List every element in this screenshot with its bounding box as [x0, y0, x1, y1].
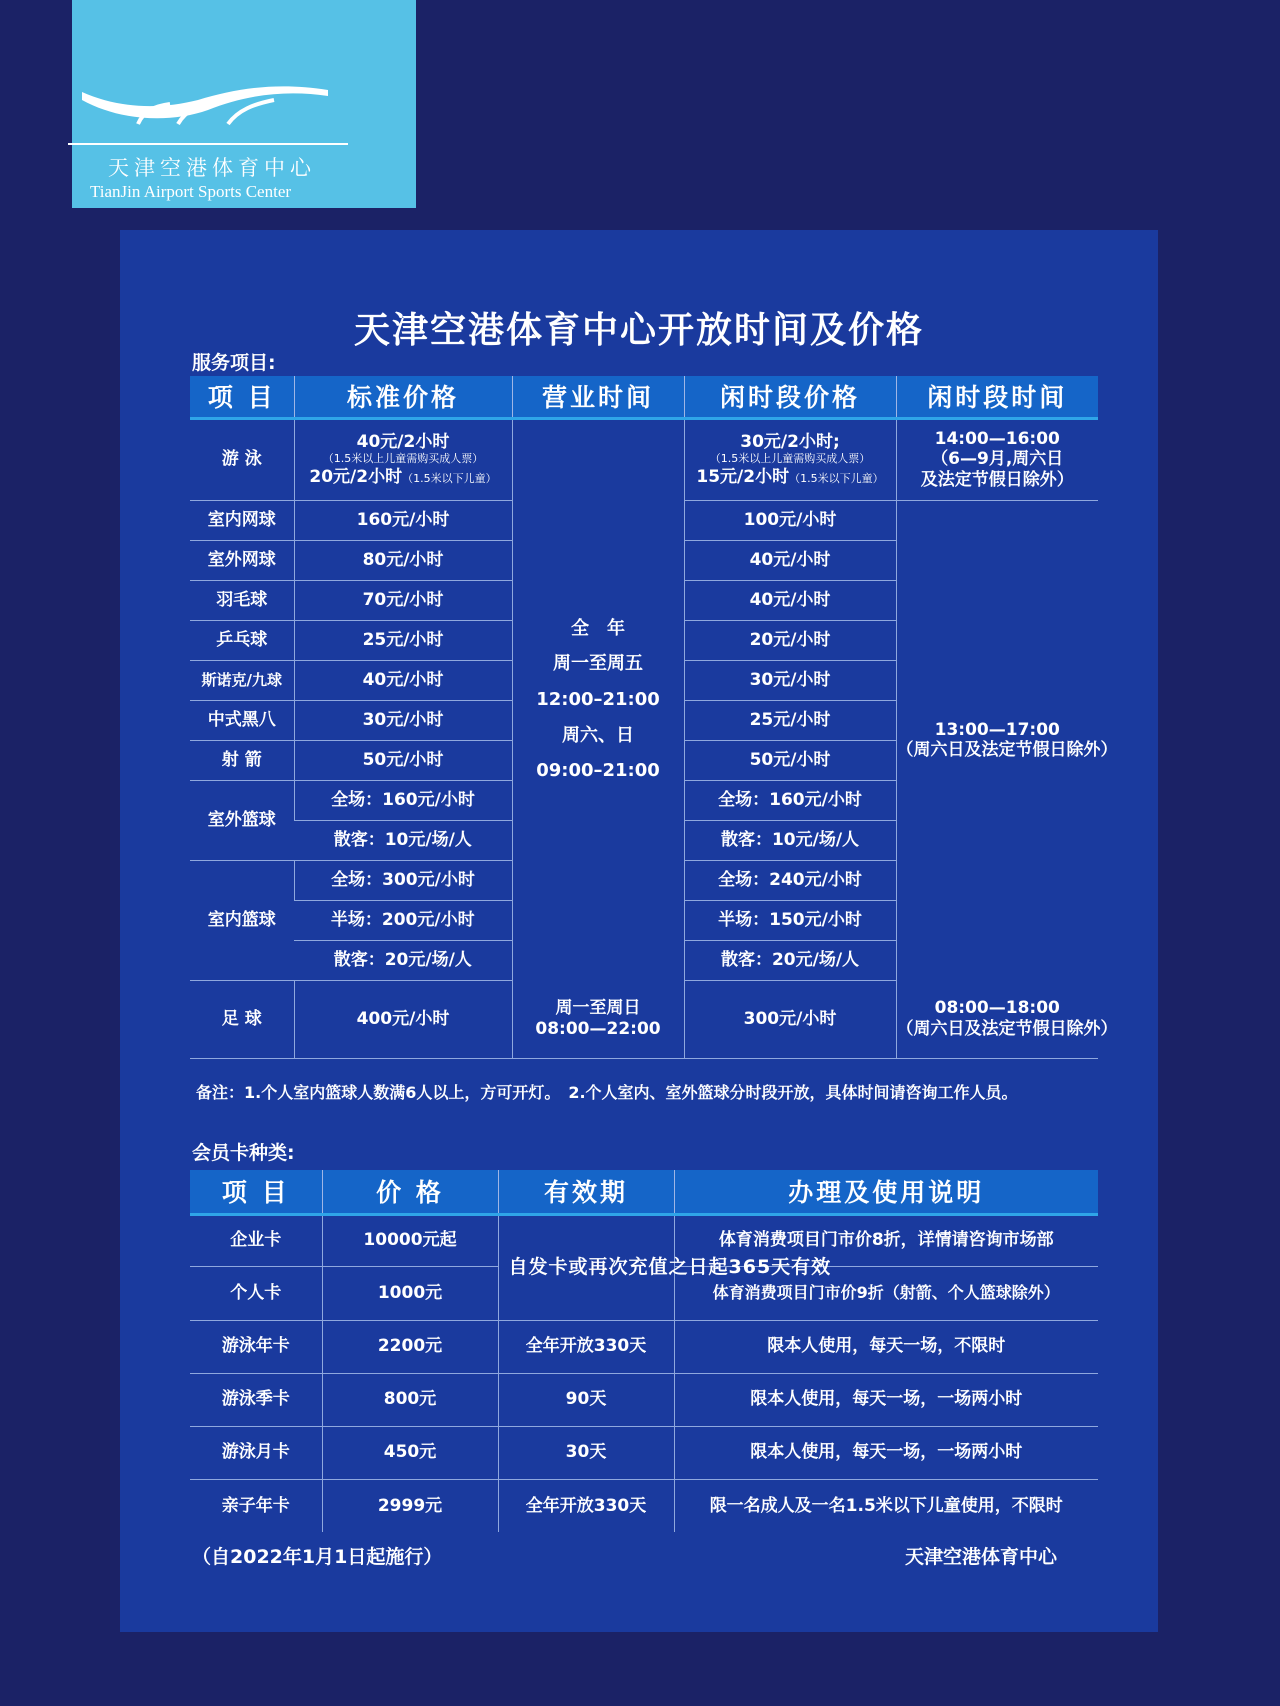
card-validity: 90天	[498, 1373, 674, 1426]
service-offpeak-price: 300元/小时	[684, 980, 896, 1058]
card-price: 800元	[322, 1373, 498, 1426]
service-offpeak-price: 半场：150元/小时	[684, 900, 896, 940]
swim-std-line2: 20元/2小时	[309, 466, 403, 487]
card-name: 游泳年卡	[190, 1320, 322, 1373]
service-std-price: 160元/小时	[294, 500, 512, 540]
header-offpeak-price: 闲时段价格	[684, 376, 896, 418]
service-offpeak-price: 散客：20元/场/人	[684, 940, 896, 980]
service-offpeak-price: 25元/小时	[684, 700, 896, 740]
table-row	[190, 1320, 1098, 1373]
services-note: 备注：1.个人室内篮球人数满6人以上，方可开灯。 2.个人室内、室外篮球分时段开放，具体时间请咨询工作人员。	[196, 1083, 1018, 1102]
stadium-logo-icon	[78, 80, 348, 150]
table-row	[190, 418, 1098, 500]
hours-line: 12:00–21:00	[536, 688, 660, 710]
football-offpeak-time	[896, 980, 1118, 1058]
card-name: 游泳月卡	[190, 1426, 322, 1479]
service-name: 羽毛球	[190, 580, 294, 620]
card-price: 2999元	[322, 1479, 498, 1532]
service-std-price: 散客：10元/场/人	[294, 820, 512, 860]
card-name: 游泳季卡	[190, 1373, 322, 1426]
services-section-label: 服务项目:	[192, 352, 276, 374]
card-validity: 30天	[498, 1426, 674, 1479]
service-name: 足 球	[190, 980, 294, 1058]
page-title: 天津空港体育中心开放时间及价格	[353, 310, 924, 351]
service-offpeak-price: 散客：10元/场/人	[684, 820, 896, 860]
header-hours: 营业时间	[512, 376, 684, 418]
service-name: 室内篮球	[190, 860, 294, 980]
swim-off-note: （1.5米以上儿童需购买成人票）	[709, 452, 871, 466]
swim-offpeak-price	[684, 418, 896, 500]
card-validity-text: 自发卡或再次充值之日起365天有效	[508, 1256, 832, 1279]
service-std-price: 70元/小时	[294, 580, 512, 620]
swim-std-price	[294, 418, 512, 500]
service-name: 游 泳	[190, 418, 294, 500]
service-std-price: 半场：200元/小时	[294, 900, 512, 940]
swim-off-time3: 及法定节假日除外）	[920, 469, 1074, 490]
football-hours1: 周一至周日	[555, 998, 641, 1019]
hours-line: 09:00–21:00	[536, 760, 660, 782]
service-offpeak-price: 20元/小时	[684, 620, 896, 660]
offpeak-common-time	[896, 500, 1118, 980]
card-desc: 限本人使用，每天一场，一场两小时	[674, 1373, 1098, 1426]
swim-off-line2: 15元/2小时	[696, 466, 790, 487]
header-card-price: 价 格	[322, 1170, 498, 1214]
offpeak-common-line2: （周六日及法定节假日除外）	[896, 740, 1118, 761]
table-row	[190, 1426, 1098, 1479]
card-price: 10000元起	[322, 1214, 498, 1266]
card-price: 1000元	[322, 1266, 498, 1320]
header-card-validity: 有效期	[498, 1170, 674, 1214]
swim-off-time2: （6—9月,周六日	[931, 449, 1064, 470]
card-name: 亲子年卡	[221, 1495, 290, 1516]
football-off-time2: （周六日及法定节假日除外）	[896, 1018, 1118, 1039]
card-name: 企业卡	[190, 1214, 322, 1266]
card-desc: 限一名成人及一名1.5米以下儿童使用，不限时	[674, 1479, 1098, 1532]
price-panel	[120, 230, 1158, 1632]
service-offpeak-price: 100元/小时	[684, 500, 896, 540]
swim-std-note: （1.5米以上儿童需购买成人票）	[322, 452, 484, 466]
header-std-price: 标准价格	[294, 376, 512, 418]
card-desc: 限本人使用，每天一场，一场两小时	[674, 1426, 1098, 1479]
service-std-price: 40元/小时	[294, 660, 512, 700]
service-std-price: 25元/小时	[294, 620, 512, 660]
table-row	[190, 980, 1098, 1058]
service-offpeak-price: 40元/小时	[684, 580, 896, 620]
service-name: 室内网球	[190, 500, 294, 540]
swim-std-line1: 40元/2小时	[356, 431, 450, 452]
swim-std-line2-note: （1.5米以下儿童）	[402, 471, 497, 485]
logo-name-cn: 天津空港体育中心	[108, 156, 316, 180]
swim-off-line1: 30元/2小时;	[740, 431, 840, 452]
header-card-desc: 办理及使用说明	[674, 1170, 1098, 1214]
service-offpeak-price: 40元/小时	[684, 540, 896, 580]
offpeak-common-line1: 13:00—17:00	[934, 719, 1060, 740]
cards-table	[190, 1170, 1098, 1532]
card-desc: 体育消费项目门市价8折，详情请咨询市场部	[674, 1214, 1098, 1266]
card-price: 450元	[322, 1426, 498, 1479]
football-off-time1: 08:00—18:00	[934, 998, 1060, 1019]
service-name: 射 箭	[190, 740, 294, 780]
service-name: 室外网球	[190, 540, 294, 580]
service-offpeak-price: 全场：240元/小时	[684, 860, 896, 900]
header-offpeak-time: 闲时段时间	[896, 376, 1098, 418]
card-validity-shared	[498, 1214, 832, 1320]
swim-offpeak-time	[896, 418, 1098, 500]
service-name: 斯诺克/九球	[190, 660, 294, 700]
business-hours-cell	[512, 418, 684, 980]
hours-line: 全 年	[571, 617, 625, 639]
service-offpeak-price: 30元/小时	[684, 660, 896, 700]
hours-line: 周一至周五	[553, 653, 643, 675]
card-desc: 限本人使用，每天一场，不限时	[674, 1320, 1098, 1373]
service-name: 室外篮球	[190, 780, 294, 860]
logo-name-en: TianJin Airport Sports Center	[90, 182, 292, 201]
service-name: 乒乓球	[190, 620, 294, 660]
service-std-price: 80元/小时	[294, 540, 512, 580]
service-std-price: 散客：20元/场/人	[294, 940, 512, 980]
header-card-item: 项 目	[190, 1170, 322, 1214]
organization-name: 天津空港体育中心	[905, 1546, 1058, 1568]
service-std-price: 全场：300元/小时	[294, 860, 512, 900]
football-hours2: 08:00—22:00	[535, 1018, 661, 1039]
service-std-price: 30元/小时	[294, 700, 512, 740]
table-row	[190, 1214, 1098, 1266]
effective-date: （自2022年1月1日起施行）	[192, 1546, 443, 1568]
card-validity: 全年开放330天	[498, 1320, 674, 1373]
card-name: 个人卡	[190, 1266, 322, 1320]
service-offpeak-price: 50元/小时	[684, 740, 896, 780]
service-std-price: 全场：160元/小时	[294, 780, 512, 820]
swim-off-line2-note: （1.5米以下儿童）	[789, 471, 884, 485]
card-price: 2200元	[322, 1320, 498, 1373]
football-hours	[512, 980, 684, 1058]
service-std-price: 400元/小时	[294, 980, 512, 1058]
table-row	[190, 1479, 1098, 1532]
card-validity: 全年开放330天	[498, 1479, 674, 1532]
cards-section-label: 会员卡种类:	[192, 1142, 295, 1164]
services-table	[190, 376, 1118, 1059]
header-item: 项 目	[190, 376, 294, 418]
table-row	[190, 1373, 1098, 1426]
swim-off-time1: 14:00—16:00	[934, 428, 1060, 449]
card-desc: 体育消费项目门市价9折（射箭、个人篮球除外）	[674, 1266, 1098, 1320]
service-offpeak-price: 全场：160元/小时	[684, 780, 896, 820]
service-name: 中式黑八	[190, 700, 294, 740]
hours-line: 周六、日	[562, 724, 634, 746]
service-std-price: 50元/小时	[294, 740, 512, 780]
